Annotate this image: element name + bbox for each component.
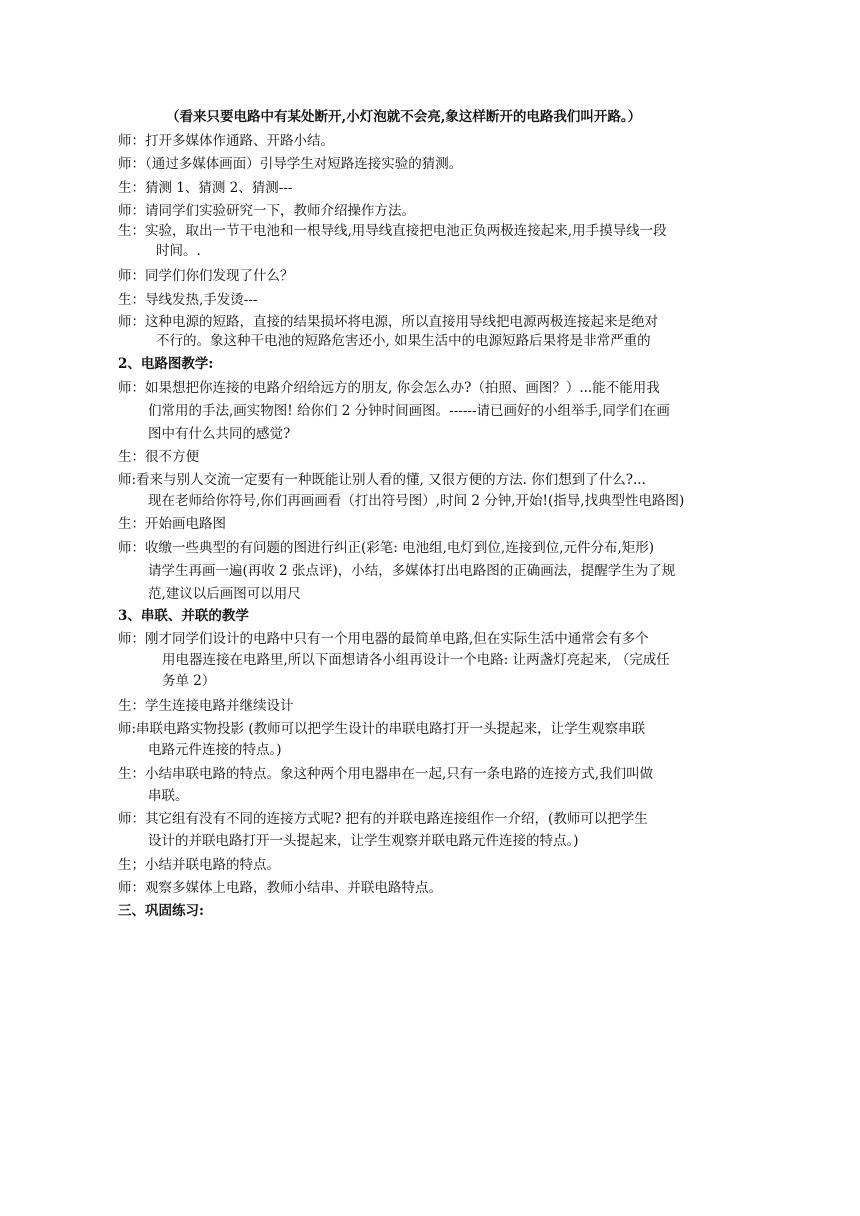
paragraph-line: 生：导线发热,手发烫--- <box>118 292 258 308</box>
paragraph-line: 电路元件连接的特点。) <box>148 742 282 758</box>
paragraph-line: 生：猜测 1、猜测 2、猜测--- <box>118 180 293 196</box>
paragraph-line: 图中有什么共同的感觉? <box>148 426 291 442</box>
paragraph-line: 师：刚才同学们设计的电路中只有一个用电器的最简单电路,但在实际生活中通常会有多个 <box>118 631 649 647</box>
section-heading: 2、电路图教学: <box>118 356 214 372</box>
paragraph-line: 师：观察多媒体上电路，教师小结串、并联电路特点。 <box>118 880 442 896</box>
paragraph-line: 设计的并联电路打开一头提起来，让学生观察并联电路元件连接的特点。) <box>148 833 579 849</box>
paragraph-line: 师:串联电路实物投影 (教师可以把学生设计的串联电路打开一头提起来，让学生观察串联 <box>118 721 646 737</box>
paragraph-line: 生：很不方便 <box>118 449 199 465</box>
paragraph-line: 师：其它组有没有不同的连接方式呢? 把有的并联电路连接组作一介绍，(教师可以把学生 <box>118 811 648 827</box>
section-heading: 3、串联、并联的教学 <box>118 608 249 624</box>
paragraph-line: 范,建议以后画图可以用尺 <box>148 586 301 602</box>
paragraph-line: 生：小结串联电路的特点。象这种两个用电器串在一起,只有一条电路的连接方式,我们叫做 <box>118 766 654 782</box>
paragraph-line: 生；小结并联电路的特点。 <box>118 857 280 873</box>
paragraph-line: 师：请同学们实验研究一下，教师介绍操作方法。 <box>118 203 415 219</box>
paragraph-line: 们常用的手法,画实物图! 给你们 2 分钟时间画图。------请已画好的小组举手,同学们在画 <box>148 403 670 419</box>
paragraph-line: 师：（通过多媒体画面）引导学生对短路连接实验的猜测。 <box>118 156 463 172</box>
paragraph-line: 师：收缴一些典型的有问题的图进行纠正(彩笔: 电池组,电灯到位,连接到位,元件分布,矩形) <box>118 540 655 556</box>
paragraph-line: 师：同学们你们发现了什么？ <box>118 268 294 284</box>
paragraph-line: 用电器连接在电路里,所以下面想请各小组再设计一个电路: 让两盏灯亮起来, （完成任 <box>162 652 670 668</box>
paragraph-line: 请学生再画一遍(再收 2 张点评)，小结，多媒体打出电路图的正确画法，提醒学生为了规 <box>148 563 676 579</box>
paragraph-line: 师：这种电源的短路，直接的结果损坏将电源，所以直接用导线把电源两极连接起来是绝对 <box>118 314 658 330</box>
paragraph-line: 生：学生连接电路并继续设计 <box>118 698 294 714</box>
paragraph-line: 师：打开多媒体作通路、开路小结。 <box>118 133 334 149</box>
paragraph-line: 不行的。象这种干电池的短路危害还小, 如果生活中的电源短路后果将是非常严重的 <box>156 333 651 349</box>
paragraph-line: 师:看来与别人交流一定要有一种既能让别人看的懂, 又很方便的方法. 你们想到了什么?... <box>118 472 646 488</box>
paragraph-line: （看来只要电路中有某处断开,小灯泡就不会亮,象这样断开的电路我们叫开路。） <box>166 109 642 125</box>
section-heading: 三、巩固练习: <box>118 903 204 919</box>
paragraph-line: 现在老师给你符号,你们再画画看（打出符号图）,时间 2 分钟,开始!(指导,找典型性电路图) <box>148 493 685 509</box>
paragraph-line: 生：实验，取出一节干电池和一根导线,用导线直接把电池正负两极连接起来,用手摸导线一段 <box>118 223 667 239</box>
paragraph-line: 师：如果想把你连接的电路介绍给远方的朋友, 你会怎么办?（拍照、画图？）...能不能用我 <box>118 380 660 396</box>
paragraph-line: 时间。. <box>156 243 201 259</box>
paragraph-line: 生：开始画电路图 <box>118 516 226 532</box>
paragraph-line: 务单 2） <box>162 673 216 689</box>
paragraph-line: 串联。 <box>148 788 189 804</box>
